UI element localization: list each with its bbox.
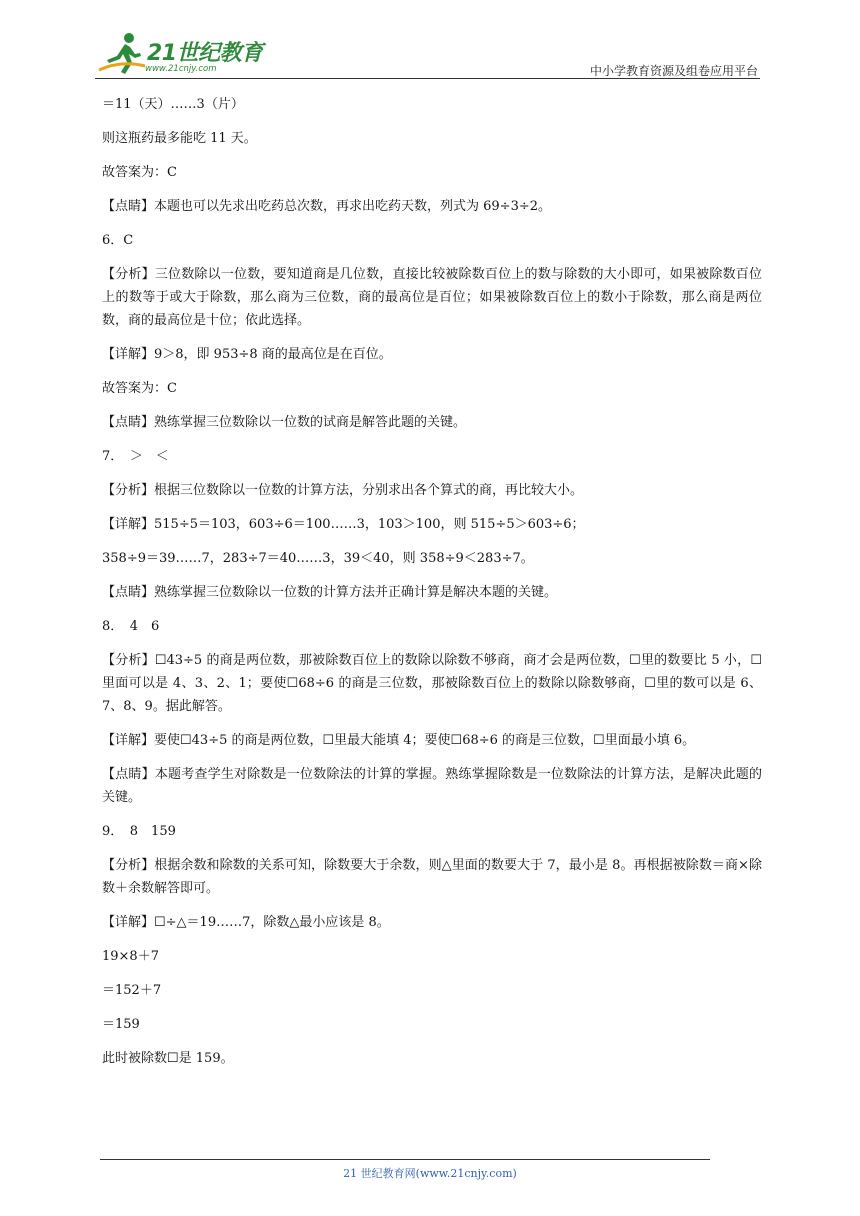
text-line: 【分析】三位数除以一位数，要知道商是几位数，直接比较被除数百位上的数与除数的大小即可，如果被除数百位上的数等于或大于除数，那么商为三位数，商的最高位是百位；如果被除数百位上的数小于除数，那么商是两位数，商的最高位是十位；依此选择。: [102, 267, 762, 328]
question-number: 6．C: [102, 233, 134, 248]
logo-text: 21世纪教育: [147, 41, 263, 66]
text-line: 【详解】515÷5＝103，603÷6＝100……3，103＞100，则 515÷5＞603÷6；: [102, 517, 585, 532]
text-line: 【详解】要使☐43÷5 的商是两位数，☐里最大能填 4；要使☐68÷6 的商是三位数，☐里面最小填 6。: [102, 733, 696, 748]
site-logo: [95, 30, 265, 76]
text-line: 故答案为：C: [102, 381, 177, 396]
question-number: 7． ＞ ＜: [102, 449, 169, 464]
header-divider: [95, 78, 760, 79]
text-line: 【分析】☐43÷5 的商是两位数，那被除数百位上的数除以除数不够商，商才会是两位数，☐里的数要比 5 小，☐里面可以是 4、3、2、1；要使☐68÷6 的商是三位数，那被除数百位上的数除以除数够商，☐里的数可以是 6、7、8、9。据此解答。: [102, 653, 762, 714]
text-line: 19×8＋7: [102, 949, 159, 964]
text-line: 【点睛】本题也可以先求出吃药总次数，再求出吃药天数，列式为 69÷3÷2。: [102, 199, 552, 214]
question-number: 9． 8 159: [102, 824, 176, 839]
logo-url: www.21cnjy.com: [145, 64, 217, 74]
text-line: 此时被除数☐是 159。: [102, 1051, 234, 1066]
text-line: ＝11（天）……3（片）: [102, 97, 244, 112]
text-line: 358÷9＝39……7，283÷7＝40……3，39＜40，则 358÷9＜283÷7。: [102, 551, 534, 566]
text-line: 【详解】9＞8，即 953÷8 商的最高位是在百位。: [102, 347, 392, 362]
question-number: 8． 4 6: [102, 619, 160, 634]
text-line: ＝159: [102, 1017, 140, 1032]
text-line: 【分析】根据三位数除以一位数的计算方法，分别求出各个算式的商，再比较大小。: [102, 483, 584, 498]
text-line: 【点睛】熟练掌握三位数除以一位数的计算方法并正确计算是解决本题的关键。: [102, 585, 558, 600]
text-line: 【分析】根据余数和除数的关系可知，除数要大于余数，则△里面的数要大于 7，最小是 8。再根据被除数＝商×除数＋余数解答即可。: [102, 858, 762, 896]
runner-logo-icon: [95, 30, 147, 76]
footer-divider: [100, 1159, 710, 1160]
document-body: [102, 93, 762, 1081]
page-header: [95, 30, 760, 80]
text-line: ＝152＋7: [102, 983, 162, 998]
text-line: 【点睛】本题考查学生对除数是一位数除法的计算的掌握。熟练掌握除数是一位数除法的计算方法，是解决此题的关键。: [102, 767, 762, 805]
text-line: 【点睛】熟练掌握三位数除以一位数的试商是解答此题的关键。: [102, 415, 467, 430]
header-tagline: 中小学教育资源及组卷应用平台: [589, 64, 758, 78]
text-line: 故答案为：C: [102, 165, 177, 180]
page-footer: 21 世纪教育网(www.21cnjy.com): [343, 1167, 517, 1180]
text-line: 【详解】☐÷△＝19……7，除数△最小应该是 8。: [102, 915, 390, 930]
text-line: 则这瓶药最多能吃 11 天。: [102, 131, 257, 146]
